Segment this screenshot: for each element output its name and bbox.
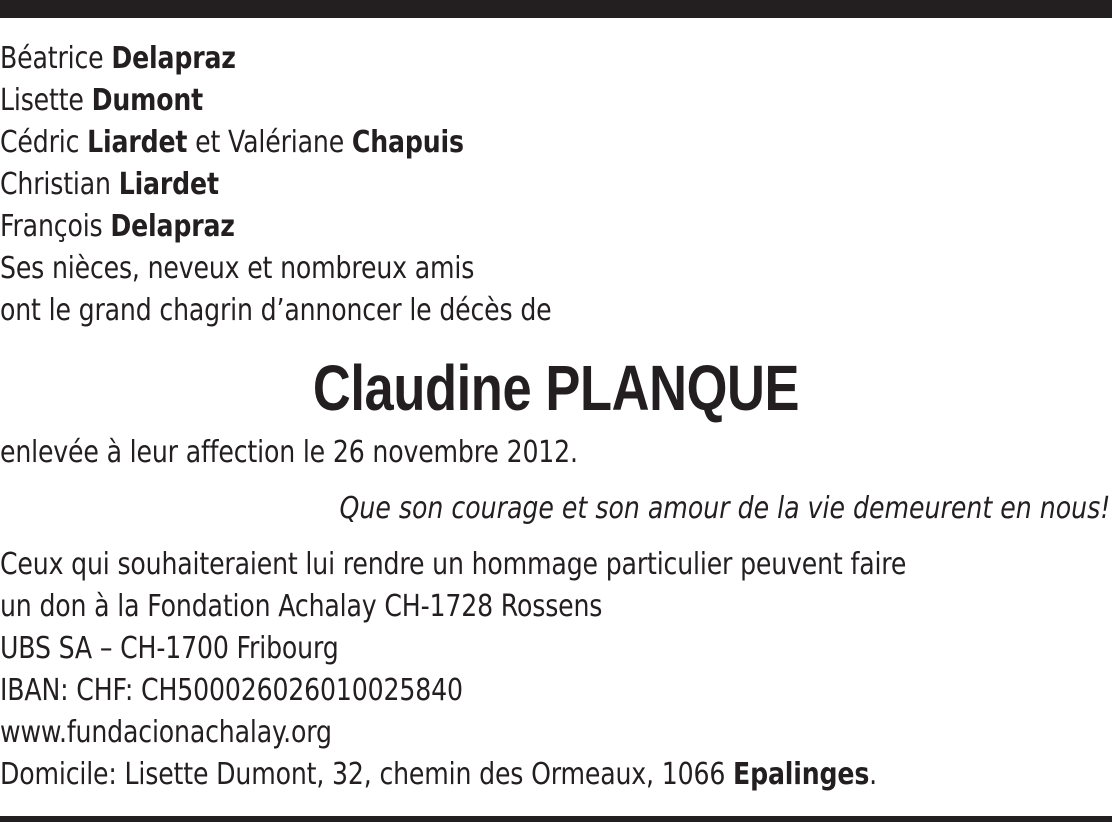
joiner: et <box>195 125 221 160</box>
domicile-town: Epalinges <box>733 757 870 792</box>
family-line-3 <box>0 122 934 164</box>
first-name: Christian <box>0 167 111 202</box>
first-name: Lisette <box>0 83 84 118</box>
family-line-4 <box>0 164 934 206</box>
last-name: Dumont <box>91 83 204 118</box>
family-line-2 <box>0 80 934 122</box>
donation-line: un don à la Fondation Achalay CH-1728 Rossens <box>0 589 603 624</box>
intro-line: ont le grand chagrin d’annoncer le décès de <box>0 293 552 328</box>
domicile-period: . <box>869 757 877 792</box>
deceased-name: Claudine PLANQUE <box>312 352 800 424</box>
domicile-address: Domicile: Lisette Dumont, 32, chemin des Ormeaux, 1066 <box>0 757 726 792</box>
death-line: enlevée à leur affection le 26 novembre 2012. <box>0 435 578 470</box>
last-name: Liardet <box>118 167 219 202</box>
donation-line: UBS SA – CH-1700 Fribourg <box>0 631 339 666</box>
intro-line: Ses nièces, neveux et nombreux amis <box>0 251 475 286</box>
last-name: Delapraz <box>111 41 236 76</box>
first-name: Valériane <box>228 125 345 160</box>
domicile-line <box>0 754 934 796</box>
family-line-1 <box>0 38 934 80</box>
last-name: Liardet <box>87 125 188 160</box>
first-name: François <box>0 209 103 244</box>
first-name: Béatrice <box>0 41 104 76</box>
last-name: Delapraz <box>110 209 235 244</box>
last-name: Chapuis <box>351 125 464 160</box>
donation-line: Ceux qui souhaiteraient lui rendre un hommage particulier peuvent faire <box>0 547 907 582</box>
first-name: Cédric <box>0 125 80 160</box>
motto: Que son courage et son amour de la vie demeurent en nous! <box>339 491 1111 526</box>
bottom-rule <box>0 816 1112 822</box>
donation-website: www.fundacionachalay.org <box>0 715 332 750</box>
family-line-5 <box>0 206 934 248</box>
donation-line: IBAN: CHF: CH500026026010025840 <box>0 673 463 708</box>
top-rule <box>0 0 1112 18</box>
obituary-notice <box>0 38 1112 796</box>
donation-block <box>0 544 1112 796</box>
